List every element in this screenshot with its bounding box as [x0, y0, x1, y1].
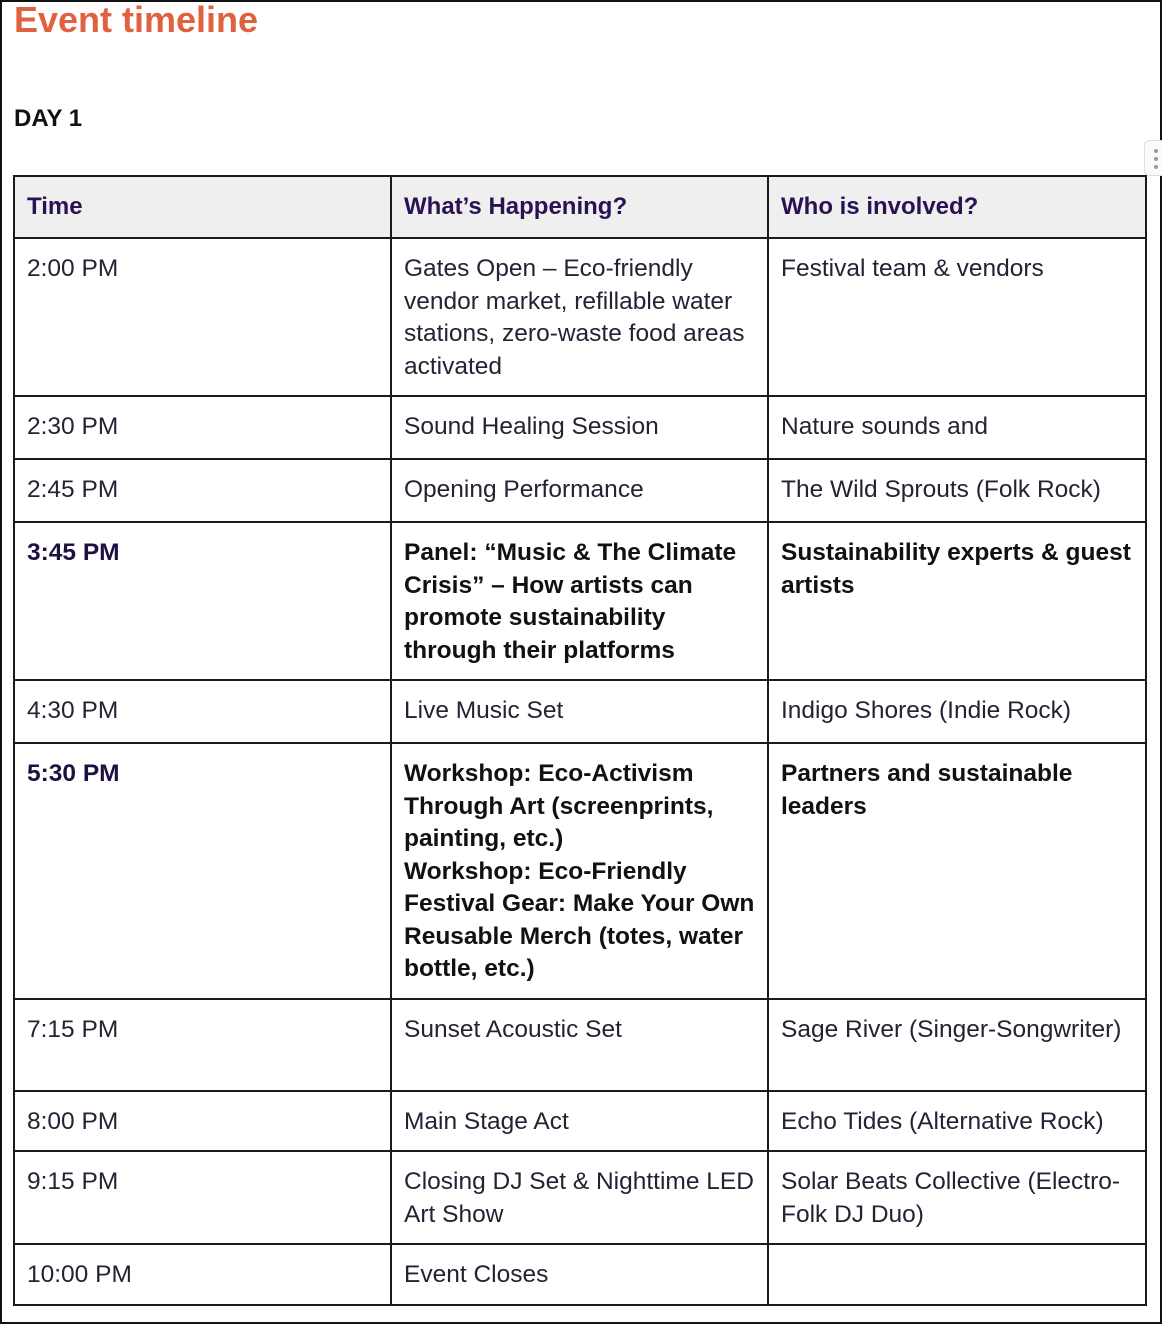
workshop-line: Workshop: Eco-Activism Through Art (screenprints, painting, etc.) — [404, 760, 714, 852]
activity-cell: Live Music Set — [391, 680, 768, 743]
time-cell: 3:45 PM — [14, 522, 391, 680]
participants-cell: Indigo Shores (Indie Rock) — [768, 680, 1146, 743]
activity-cell: Sound Healing Session — [391, 396, 768, 459]
table-row — [14, 1244, 1146, 1305]
workshop-line: Workshop: Eco-Friendly Festival Gear: Make Your Own Reusable Merch (totes, water bottle, etc.) — [404, 857, 755, 982]
participants-cell: Sustainability experts & guest artists — [768, 522, 1146, 680]
activity-cell: Panel: “Music & The Climate Crisis” – How artists can promote sustainability through their platforms — [391, 522, 768, 680]
activity-cell: Sunset Acoustic Set — [391, 999, 768, 1091]
column-header-time: Time — [14, 176, 391, 238]
participants-cell: The Wild Sprouts (Folk Rock) — [768, 459, 1146, 522]
time-cell: 5:30 PM — [14, 743, 391, 999]
table-row — [14, 680, 1146, 743]
time-cell: 9:15 PM — [14, 1151, 391, 1244]
time-cell: 10:00 PM — [14, 1244, 391, 1305]
table-row — [14, 396, 1146, 459]
time-cell: 2:30 PM — [14, 396, 391, 459]
activity-cell — [391, 743, 768, 999]
activity-cell: Gates Open – Eco-friendly vendor market, refillable water stations, zero-waste food areas activated — [391, 238, 768, 396]
participants-cell: Solar Beats Collective (Electro-Folk DJ Duo) — [768, 1151, 1146, 1244]
time-cell: 4:30 PM — [14, 680, 391, 743]
page-title: Event timeline — [14, 0, 259, 40]
handle-dot-icon — [1154, 149, 1158, 153]
time-cell: 2:00 PM — [14, 238, 391, 396]
day-heading: DAY 1 — [14, 105, 83, 132]
table-row — [14, 1091, 1146, 1152]
table-row — [14, 1151, 1146, 1244]
participants-cell: Partners and sustainable leaders — [768, 743, 1146, 999]
handle-dot-icon — [1154, 165, 1158, 169]
participants-cell: Nature sounds and — [768, 396, 1146, 459]
table-row — [14, 743, 1146, 999]
table-row — [14, 999, 1146, 1091]
table-row — [14, 238, 1146, 396]
time-cell: 2:45 PM — [14, 459, 391, 522]
activity-cell: Main Stage Act — [391, 1091, 768, 1152]
event-timeline-table — [13, 175, 1147, 1306]
column-header-who: Who is involved? — [768, 176, 1146, 238]
activity-cell: Closing DJ Set & Nighttime LED Art Show — [391, 1151, 768, 1244]
time-cell: 8:00 PM — [14, 1091, 391, 1152]
table-header-row — [14, 176, 1146, 238]
handle-dot-icon — [1154, 157, 1158, 161]
participants-cell — [768, 1244, 1146, 1305]
participants-cell: Sage River (Singer-Songwriter) — [768, 999, 1146, 1091]
table-row — [14, 522, 1146, 680]
participants-cell: Echo Tides (Alternative Rock) — [768, 1091, 1146, 1152]
column-header-what: What’s Happening? — [391, 176, 768, 238]
activity-cell: Event Closes — [391, 1244, 768, 1305]
activity-cell: Opening Performance — [391, 459, 768, 522]
table-row — [14, 459, 1146, 522]
time-cell: 7:15 PM — [14, 999, 391, 1091]
side-panel-handle[interactable] — [1144, 140, 1162, 176]
participants-cell: Festival team & vendors — [768, 238, 1146, 396]
